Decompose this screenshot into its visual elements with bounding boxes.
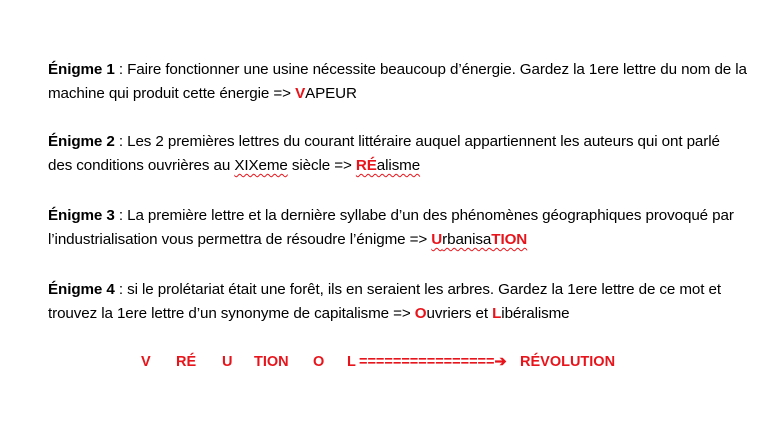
enigme-4: Énigme 4 : si le prolétariat était une forêt, ils en seraient les arbres. Gardez la 1ere lettre de ce mot et trouvez la 1ere lettre d’un synonyme de capitalisme => Ouvriers et Libéralisme (48, 281, 721, 322)
enigme-3: Énigme 3 : La première lettre et la dernière syllabe d’un des phénomènes géographiques provoqué par l’industrialisation vous permettra de résoudre l’énigme => UrbanisaTION (48, 207, 734, 248)
enigme-title: Énigme 4 (48, 281, 115, 298)
answer-highlight-2: TION (491, 231, 528, 248)
answer-rest: APEUR (305, 85, 357, 102)
enigme-2: Énigme 2 : Les 2 premières lettres du courant littéraire auquel appartiennent les auteurs qui ont parlé des conditions ouvrières au XIXeme siècle => RÉalisme (48, 133, 720, 174)
answer-highlight: O (414, 305, 427, 322)
answer-rest: uvriers (426, 305, 472, 322)
enigme-text: La première lettre et la dernière syllabe d’un des phénomènes géographiques provoqué par l’industrialisation vous permettra de résoudre l’énigme => (48, 207, 734, 248)
solution-letter: O (313, 354, 325, 370)
enigme-text: Faire fonctionner une usine nécessite beaucoup d’énergie. Gardez la 1ere lettre du nom de la machine qui produit cette énergie => (48, 61, 747, 102)
answer-highlight: U (431, 231, 443, 248)
enigme-title: Énigme 3 (48, 207, 115, 224)
solution-letter: U (222, 354, 233, 370)
enigme-text: Les 2 premières lettres du courant littéraire auquel appartiennent les auteurs qui ont parlé des conditions ouvrières au (48, 133, 720, 174)
answer-highlight: V (295, 85, 306, 102)
solution-letter: V (141, 354, 151, 370)
enigme-title: Énigme 1 (48, 61, 115, 78)
spellcheck-word: XIXeme (234, 157, 288, 174)
solution-letter: TION (254, 354, 289, 370)
answer-highlight: RÉ (355, 157, 377, 174)
answer-highlight-2: L (492, 305, 502, 322)
solution-result: RÉVOLUTION (520, 354, 616, 370)
solution-arrow: ================➔ (359, 354, 507, 370)
answer-rest-2: ibéralisme (501, 305, 570, 322)
solution-letter: RÉ (176, 354, 197, 370)
answer-rest: alisme (376, 157, 421, 174)
enigme-text: si le prolétariat était une forêt, ils en seraient les arbres. Gardez la 1ere lettre de ce mot et trouvez la 1ere lettre d’un synonyme de capitalisme => (48, 281, 721, 322)
enigme-title: Énigme 2 (48, 133, 115, 150)
answer-mid: rbanisa (442, 231, 492, 248)
solution-letter: L (347, 354, 356, 370)
enigme-1: Énigme 1 : Faire fonctionner une usine nécessite beaucoup d’énergie. Gardez la 1ere lettre du nom de la machine qui produit cette énergie => VAPEUR (48, 61, 747, 102)
